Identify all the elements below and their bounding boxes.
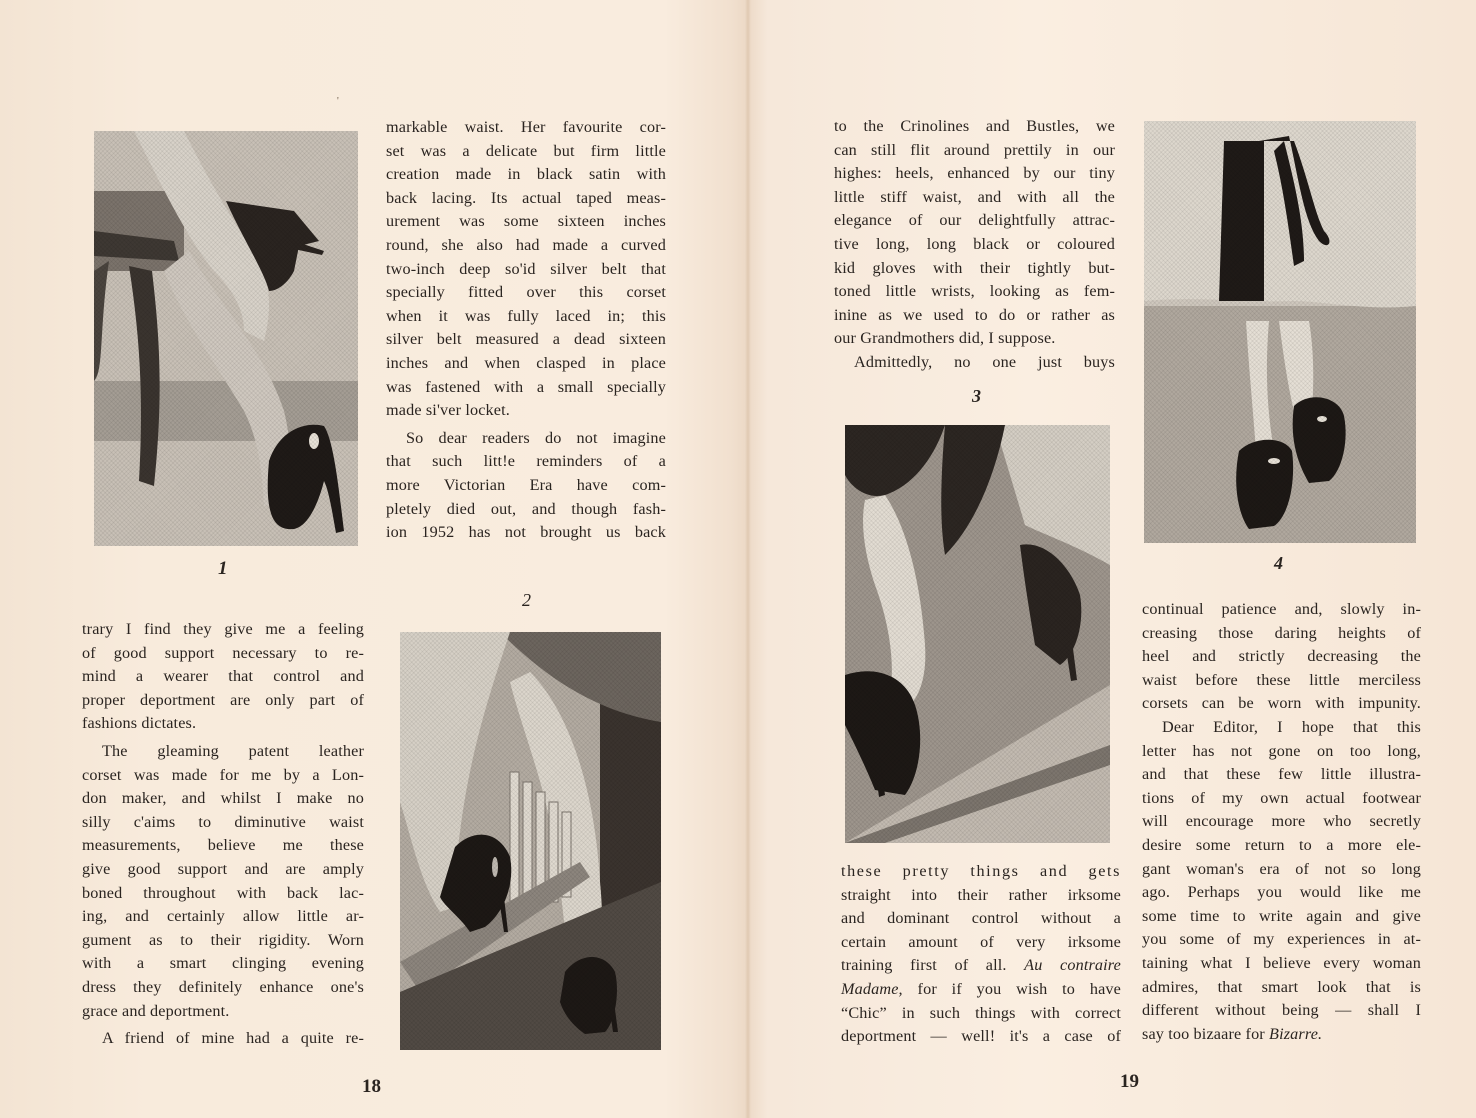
text-line: these pretty things and gets	[841, 862, 1121, 880]
paragraph	[82, 618, 364, 736]
text-line: deportment — well! it's a case of	[841, 1027, 1121, 1046]
text-line: specially fitted over this corset	[386, 283, 666, 302]
text-line: you some of my experiences in at-	[1142, 930, 1421, 949]
text-line: “Chic” in such things with correct	[841, 1003, 1121, 1022]
text-line: desire some return to a more ele-	[1142, 835, 1421, 854]
text-line: silver belt measured a dead sixteen	[386, 330, 666, 349]
figure-2-label: 2	[522, 590, 531, 610]
text-line: measurements, believe me these	[82, 836, 364, 855]
text-line: fashions dictates.	[82, 714, 197, 733]
text-line: set was a delicate but firm little	[386, 141, 666, 160]
text-line: was fastened with a small specially	[386, 377, 666, 396]
text-line: letter has not gone on too long,	[1142, 741, 1421, 760]
page-number-left: 18	[362, 1076, 381, 1097]
text-line: ion 1952 has not brought us back	[386, 523, 666, 542]
text-line	[1142, 1023, 1421, 1047]
text-line: taining what I believe every woman	[1142, 953, 1421, 972]
text-line: certain amount of very irksome	[841, 932, 1121, 951]
paragraph	[841, 860, 1121, 1049]
text-line: gant woman's era of not so long	[1142, 859, 1421, 878]
text-line: will encourage more who secretly	[1142, 812, 1421, 831]
paragraph	[82, 740, 364, 1023]
text-line: continual patience and, slowly in-	[1142, 600, 1421, 618]
text-line: grace and deportment.	[82, 1001, 230, 1020]
text-line: Admittedly, no one just buys	[854, 352, 1115, 371]
text-line: different without being — shall I	[1142, 1001, 1421, 1020]
text-line: little stiff waist, and with all the	[834, 187, 1115, 206]
paragraph	[1142, 598, 1421, 716]
text-line: can still flit around prettily in our	[834, 140, 1115, 159]
figure-1-photo	[94, 131, 358, 546]
text-line: corsets can be worn with impunity.	[1142, 694, 1421, 713]
right-page	[748, 0, 1476, 1118]
text-line: tions of my own actual footwear	[1142, 788, 1421, 807]
text-line: proper deportment are only part of	[82, 690, 364, 709]
right-page-column-top-left	[834, 115, 1115, 375]
text-line: inine as we used to do or rather as	[834, 305, 1115, 324]
paragraph	[386, 116, 666, 423]
text-line: with a smart clinging evening	[82, 954, 364, 973]
halftone-texture	[845, 425, 1110, 843]
text-line: mind a wearer that control and	[82, 667, 364, 686]
paragraph	[1142, 716, 1421, 1046]
halftone-texture	[1144, 121, 1416, 543]
italic-phrase: Au contraire	[1024, 956, 1121, 975]
halftone-texture	[94, 131, 358, 546]
text-line: and that these few little illustra-	[1142, 765, 1421, 784]
text-line: our Grandmothers did, I suppose.	[834, 329, 1056, 348]
text-line: trary I find they give me a feeling	[82, 620, 364, 638]
text-line: of good support necessary to re-	[82, 643, 364, 662]
italic-phrase: Bizarre.	[1269, 1024, 1323, 1043]
text-line: corset was made for me by a Lon-	[82, 765, 364, 784]
text-span: say too bizaare for	[1142, 1024, 1270, 1043]
text-span: for if you wish to have	[902, 979, 1121, 998]
paragraph	[82, 1027, 364, 1051]
text-line: made si'ver locket.	[386, 401, 510, 420]
text-line: that such litt!e reminders of a	[386, 452, 666, 471]
left-page-column-bottom-left	[82, 618, 364, 1051]
figure-2-photo	[400, 632, 661, 1050]
paragraph	[834, 351, 1115, 375]
figure-3-label: 3	[972, 386, 981, 406]
text-line: admires, that smart look that is	[1142, 977, 1421, 996]
text-line: Dear Editor, I hope that this	[1162, 717, 1421, 736]
text-line: urement was some sixteen inches	[386, 212, 666, 231]
text-line: toned little wrists, looking as fem-	[834, 282, 1115, 301]
text-line: highes: heels, enhanced by our tiny	[834, 164, 1115, 183]
text-line: pletely died out, and though fash-	[386, 499, 666, 518]
paragraph	[386, 427, 666, 545]
right-page-column-bottom-right	[1142, 598, 1421, 1046]
italic-phrase: Madame,	[841, 979, 903, 998]
page-number-right: 19	[1120, 1071, 1139, 1092]
paper-speck: '	[337, 96, 339, 107]
text-line	[841, 954, 1121, 978]
text-line: ago. Perhaps you would like me	[1142, 883, 1421, 902]
text-line: two-inch deep so'id silver belt that	[386, 259, 666, 278]
text-line: tive long, long black or coloured	[834, 234, 1115, 253]
text-line: creation made in black satin with	[386, 165, 666, 184]
text-line: gument as to their rigidity. Worn	[82, 930, 364, 949]
text-line: straight into their rather irksome	[841, 885, 1121, 904]
text-line: don maker, and whilst I make no	[82, 789, 364, 808]
text-line: boned throughout with back lac-	[82, 883, 364, 902]
text-line: markable waist. Her favourite cor-	[386, 118, 666, 136]
text-line: ing, and certainly allow little ar-	[82, 907, 364, 926]
figure-1-label: 1	[218, 558, 228, 579]
paragraph	[834, 115, 1115, 351]
text-line: give good support and are amply	[82, 859, 364, 878]
text-line: kid gloves with their tightly but-	[834, 258, 1115, 277]
halftone-texture	[400, 632, 661, 1050]
text-line: A friend of mine had a quite re-	[102, 1029, 364, 1048]
text-line: dress they definitely enhance one's	[82, 977, 364, 996]
text-line: elegance of our delightfully attrac-	[834, 211, 1115, 230]
text-span: training first of all.	[841, 956, 1025, 975]
text-line: The gleaming patent leather	[102, 741, 364, 760]
text-line: heel and strictly decreasing the	[1142, 647, 1421, 666]
left-page-column-top-right	[386, 116, 666, 545]
text-line: more Victorian Era have com-	[386, 475, 666, 494]
text-line: and dominant control without a	[841, 909, 1121, 928]
figure-4-label: 4	[1274, 553, 1283, 573]
text-line: to the Crinolines and Bustles, we	[834, 117, 1115, 135]
text-line	[841, 978, 1121, 1002]
figure-3-photo	[845, 425, 1110, 843]
text-line: silly c'aims to diminutive waist	[82, 812, 364, 831]
right-page-column-bottom-left	[841, 860, 1121, 1049]
text-line: back lacing. Its actual taped meas-	[386, 188, 666, 207]
text-line: waist before these little merciless	[1142, 670, 1421, 689]
text-line: some time to write again and give	[1142, 906, 1421, 925]
text-line: inches and when clasped in place	[386, 353, 666, 372]
text-line: creasing those daring heights of	[1142, 623, 1421, 642]
figure-4-photo	[1144, 121, 1416, 543]
text-line: round, she also had made a curved	[386, 235, 666, 254]
text-line: when it was fully laced in; this	[386, 306, 666, 325]
text-line: So dear readers do not imagine	[406, 428, 666, 447]
